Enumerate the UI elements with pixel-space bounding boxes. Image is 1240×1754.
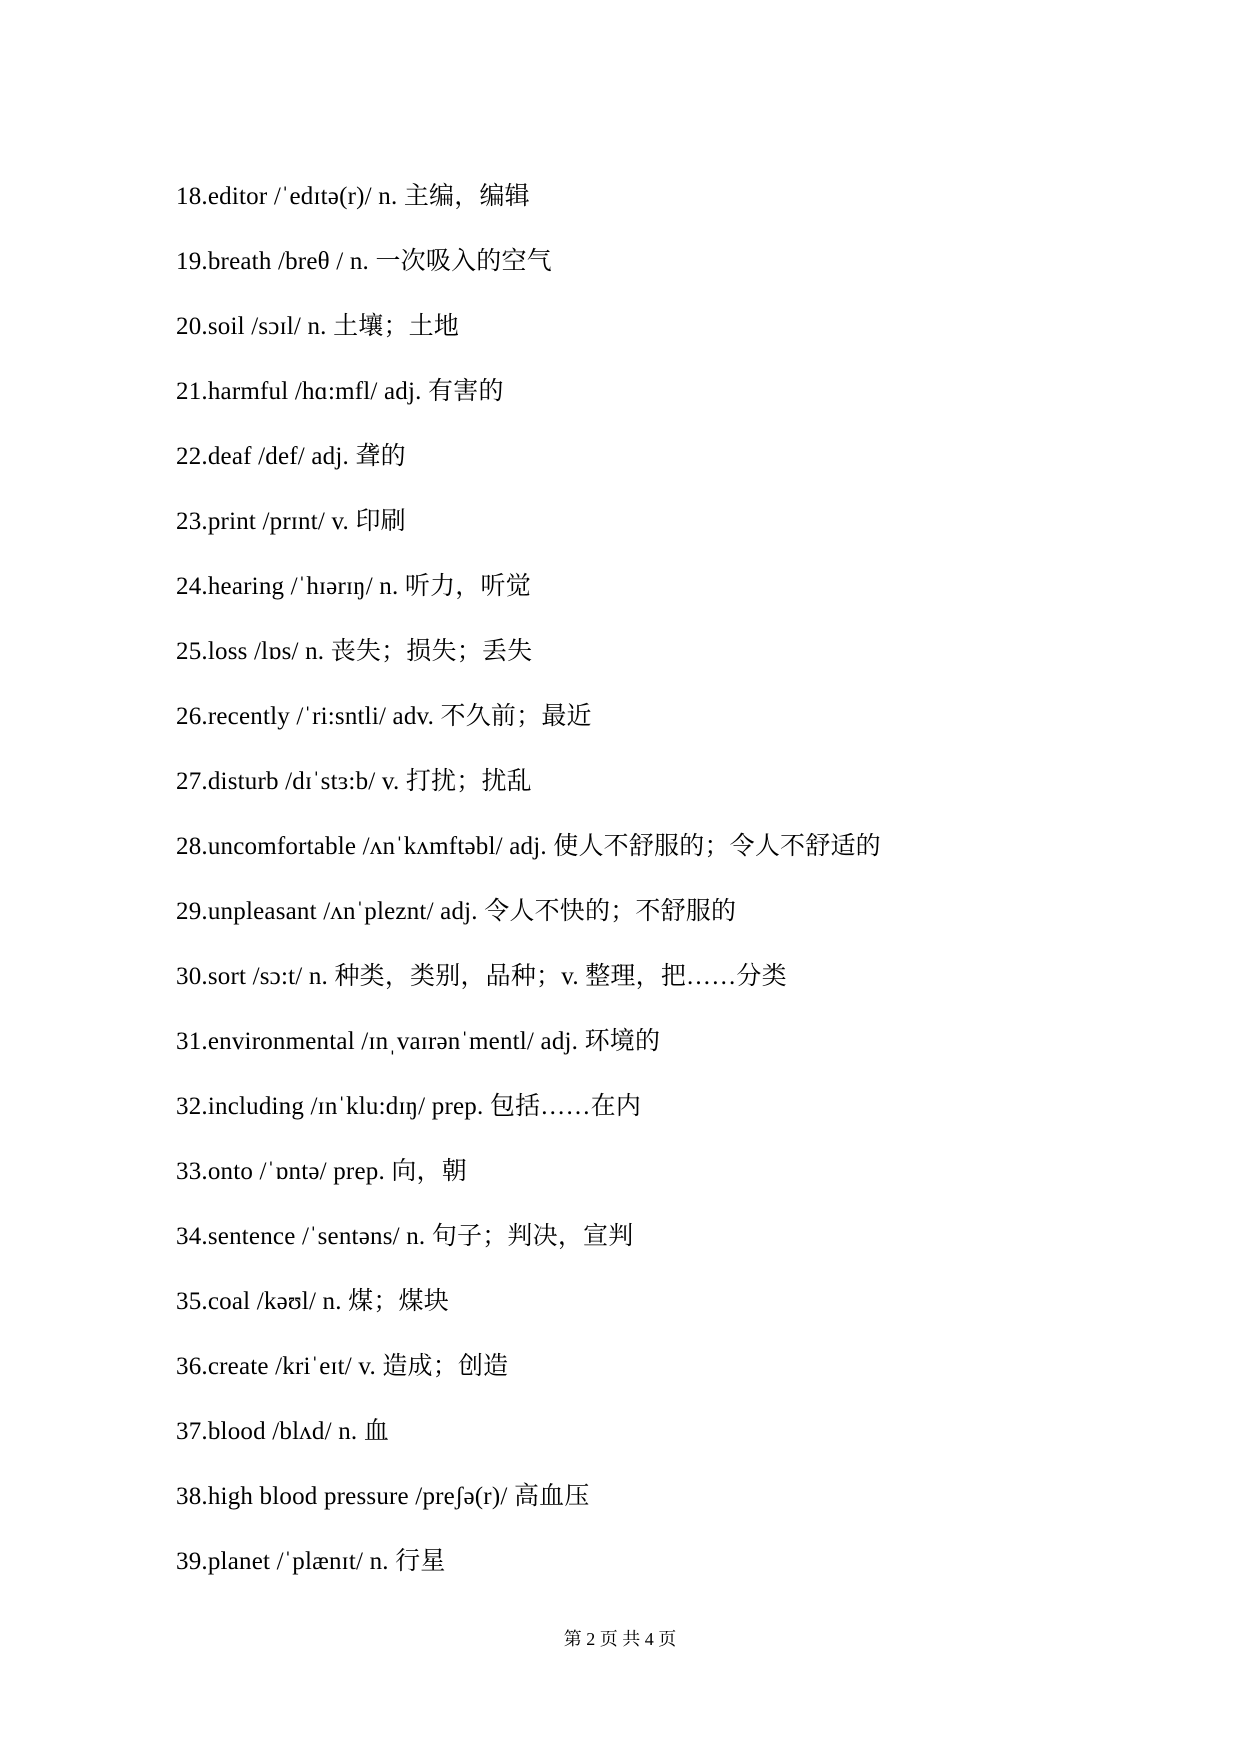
vocab-entry: 19.breath /breθ / n. 一次吸入的空气 xyxy=(176,248,552,275)
vocab-entry: 18.editor /ˈedɪtə(r)/ n. 主编，编辑 xyxy=(176,183,530,210)
vocab-entry: 24.hearing /ˈhɪərɪŋ/ n. 听力，听觉 xyxy=(176,573,531,600)
vocab-entry: 22.deaf /def/ adj. 聋的 xyxy=(176,443,406,470)
vocab-list xyxy=(176,182,1160,1612)
vocab-entry: 21.harmful /hɑ:mfl/ adj. 有害的 xyxy=(176,378,504,405)
page-footer: 第 2 页 共 4 页 xyxy=(563,1629,677,1649)
vocab-entry: 20.soil /sɔɪl/ n. 土壤；土地 xyxy=(176,313,460,340)
vocab-entry: 27.disturb /dɪˈstɜ:b/ v. 打扰；扰乱 xyxy=(176,768,532,795)
vocab-entry: 37.blood /blʌd/ n. 血 xyxy=(176,1418,390,1445)
vocab-entry: 33.onto /ˈɒntə/ prep. 向，朝 xyxy=(176,1158,467,1185)
vocab-entry: 26.recently /ˈri:sntli/ adv. 不久前；最近 xyxy=(176,703,592,730)
vocab-entry: 29.unpleasant /ʌnˈpleznt/ adj. 令人不快的；不舒服的 xyxy=(176,898,737,925)
vocab-entry: 28.uncomfortable /ʌnˈkʌmftəbl/ adj. 使人不舒服的；令人不舒适的 xyxy=(176,833,881,860)
vocab-entry: 35.coal /kəʊl/ n. 煤；煤块 xyxy=(176,1288,449,1315)
vocab-entry: 38.high blood pressure /preʃə(r)/ 高血压 xyxy=(176,1483,590,1510)
vocab-entry: 36.create /kriˈeɪt/ v. 造成；创造 xyxy=(176,1353,509,1380)
vocab-entry: 34.sentence /ˈsentəns/ n. 句子；判决，宣判 xyxy=(176,1223,634,1250)
vocab-entry: 32.including /ɪnˈklu:dɪŋ/ prep. 包括……在内 xyxy=(176,1093,642,1120)
vocab-entry: 25.loss /lɒs/ n. 丧失；损失；丢失 xyxy=(176,638,533,665)
vocab-entry: 23.print /prɪnt/ v. 印刷 xyxy=(176,508,406,535)
vocab-entry: 39.planet /ˈplænɪt/ n. 行星 xyxy=(176,1548,446,1575)
vocab-entry: 30.sort /sɔ:t/ n. 种类，类别，品种；v. 整理，把……分类 xyxy=(176,963,787,990)
vocab-entry: 31.environmental /ɪnˌvaɪrənˈmentl/ adj. 环境的 xyxy=(176,1028,661,1055)
